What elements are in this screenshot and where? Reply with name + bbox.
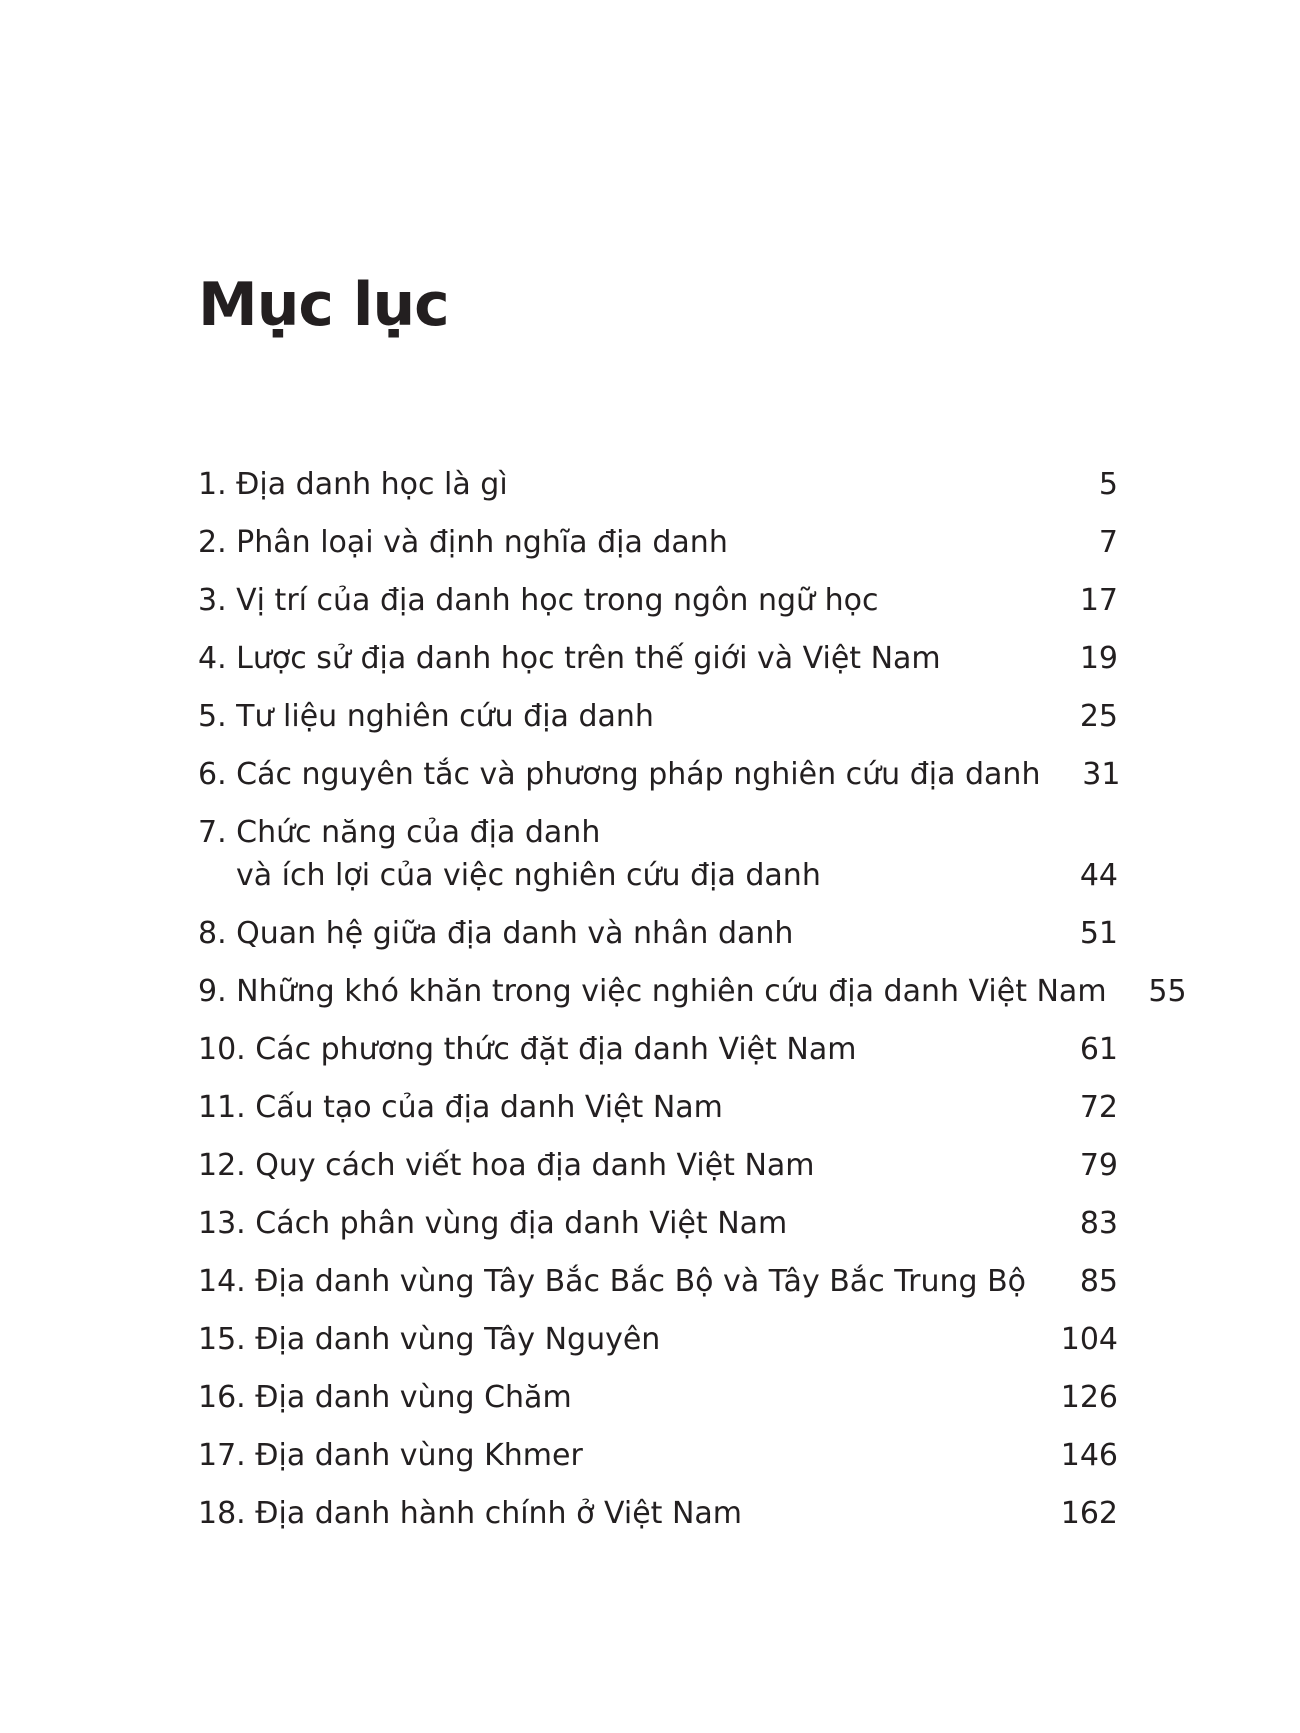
toc-entry-title xyxy=(198,753,1040,796)
toc-entry-title xyxy=(198,912,1038,955)
toc-entry-title xyxy=(198,1318,1038,1361)
toc-entry xyxy=(198,1434,1118,1477)
toc-entry-title xyxy=(198,1434,1038,1477)
toc-entry-title-line: 12. Quy cách viết hoa địa danh Việt Nam xyxy=(198,1148,815,1183)
toc-entry-title xyxy=(198,1144,1038,1187)
toc-entry xyxy=(198,463,1118,506)
toc-entry xyxy=(198,1318,1118,1361)
toc-entry-page-number: 5 xyxy=(1098,467,1118,502)
toc-entry-title-line: 18. Địa danh hành chính ở Việt Nam xyxy=(198,1496,742,1531)
toc-entry xyxy=(198,1202,1118,1245)
toc-entry-title xyxy=(198,1202,1038,1245)
toc-entry-title-line: 13. Cách phân vùng địa danh Việt Nam xyxy=(198,1206,788,1241)
toc-entry-title-line: 7. Chức năng của địa danh xyxy=(198,815,601,850)
toc-entry xyxy=(198,811,1118,897)
toc-entry xyxy=(198,1086,1118,1129)
page-title: Mục lục xyxy=(198,270,449,340)
toc-entry-title-line: 10. Các phương thức đặt địa danh Việt Nam xyxy=(198,1032,857,1067)
toc-entry xyxy=(198,521,1118,564)
toc-entry-title-line: 5. Tư liệu nghiên cứu địa danh xyxy=(198,699,654,734)
toc-entry-page-number: 17 xyxy=(1079,583,1118,618)
toc-entry-page-number: 7 xyxy=(1098,525,1118,560)
toc-entry-page-number: 61 xyxy=(1079,1032,1118,1067)
toc-entry-title xyxy=(198,463,1038,506)
toc-entry-page-number: 44 xyxy=(1079,858,1118,893)
toc-entry-title xyxy=(198,695,1038,738)
toc-entry-title-line: 15. Địa danh vùng Tây Nguyên xyxy=(198,1322,661,1357)
toc-entry xyxy=(198,1492,1118,1535)
toc-entry-title xyxy=(198,579,1038,622)
toc-entry xyxy=(198,970,1187,1013)
toc-entry-title xyxy=(198,1086,1038,1129)
toc-entry-title-line: 16. Địa danh vùng Chăm xyxy=(198,1380,572,1415)
toc-entry xyxy=(198,579,1118,622)
toc-entry-page-number: 126 xyxy=(1060,1380,1118,1415)
toc-entry-title xyxy=(198,970,1107,1013)
toc-entry xyxy=(198,695,1118,738)
toc-entry-title xyxy=(198,1028,1038,1071)
toc-entry-page-number: 104 xyxy=(1060,1322,1118,1357)
toc-entry-title-line: 4. Lược sử địa danh học trên thế giới và Việt Nam xyxy=(198,641,941,676)
toc-entry-title xyxy=(198,521,1038,564)
toc-entry xyxy=(198,912,1118,955)
toc-entry-page-number: 51 xyxy=(1079,916,1118,951)
toc-entry-page-number: 83 xyxy=(1079,1206,1118,1241)
toc-entry-title-line: 14. Địa danh vùng Tây Bắc Bắc Bộ và Tây Bắc Trung Bộ xyxy=(198,1264,1027,1299)
toc-entry xyxy=(198,1260,1118,1303)
toc-entry-title-line: 1. Địa danh học là gì xyxy=(198,467,508,502)
toc-entry-title-line: và ích lợi của việc nghiên cứu địa danh xyxy=(236,858,821,893)
toc-entry-title-line: 9. Những khó khăn trong việc nghiên cứu địa danh Việt Nam xyxy=(198,974,1107,1009)
toc-entry-title xyxy=(198,1260,1038,1303)
toc-entry-page-number: 72 xyxy=(1079,1090,1118,1125)
toc-entry-page-number: 19 xyxy=(1079,641,1118,676)
toc-entry-page-number: 85 xyxy=(1079,1264,1118,1299)
toc-entry-title xyxy=(198,637,1038,680)
table-of-contents xyxy=(198,463,1187,1550)
toc-entry-title-line: 3. Vị trí của địa danh học trong ngôn ngữ học xyxy=(198,583,879,618)
toc-entry-title-line: 17. Địa danh vùng Khmer xyxy=(198,1438,583,1473)
toc-entry xyxy=(198,1144,1118,1187)
toc-entry-title-line: 8. Quan hệ giữa địa danh và nhân danh xyxy=(198,916,794,951)
toc-entry-page-number: 146 xyxy=(1060,1438,1118,1473)
toc-entry-title-line: 6. Các nguyên tắc và phương pháp nghiên cứu địa danh xyxy=(198,757,1041,792)
toc-entry xyxy=(198,1028,1118,1071)
toc-entry xyxy=(198,753,1121,796)
toc-entry xyxy=(198,637,1118,680)
toc-entry-title xyxy=(198,811,1038,897)
toc-entry-page-number: 55 xyxy=(1148,974,1187,1009)
toc-entry-page-number: 25 xyxy=(1079,699,1118,734)
toc-entry-title-line: 11. Cấu tạo của địa danh Việt Nam xyxy=(198,1090,723,1125)
toc-entry xyxy=(198,1376,1118,1419)
toc-entry-page-number: 79 xyxy=(1079,1148,1118,1183)
toc-entry-title xyxy=(198,1376,1038,1419)
toc-entry-page-number: 31 xyxy=(1082,757,1121,792)
toc-entry-page-number: 162 xyxy=(1060,1496,1118,1531)
toc-entry-title xyxy=(198,1492,1038,1535)
toc-entry-title-line: 2. Phân loại và định nghĩa địa danh xyxy=(198,525,728,560)
